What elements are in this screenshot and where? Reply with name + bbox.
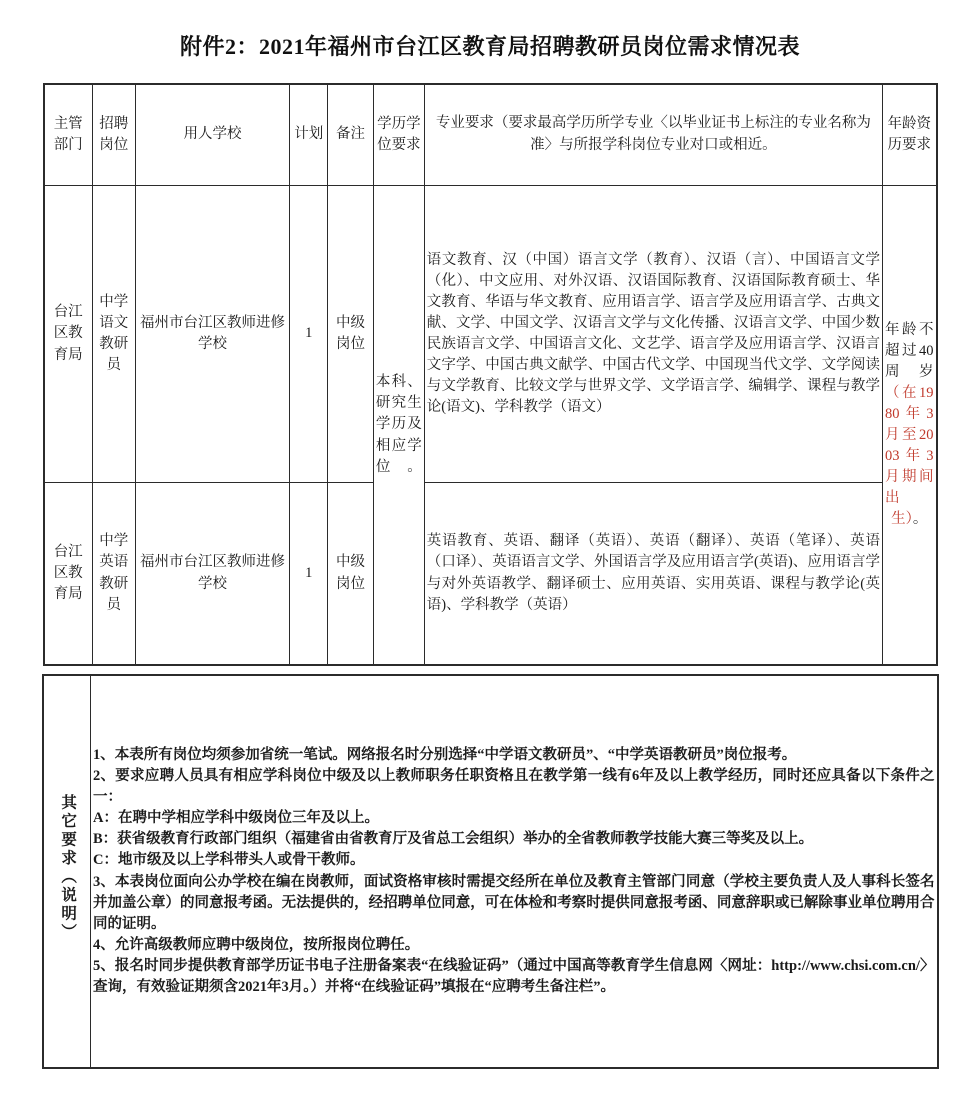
- cell-major: 英语教育、英语、翻译（英语）、英语（翻译）、英语（笔译）、英语（口译）、英语语言文学、外国语言学及应用语言学(英语)、应用语言学与对外英语教学、翻译硕士、应用英语、实用英语、课程与教学论(英语)、学科教学（英语）: [424, 483, 882, 666]
- note-item: A：在聘中学相应学科中级岗位三年及以上。: [93, 810, 379, 827]
- header-dept: 主管部门: [44, 84, 93, 186]
- cell-dept: 台江区教育局: [44, 483, 93, 666]
- note-item: C：地市级及以上学科带头人或骨干教师。: [93, 852, 365, 869]
- header-major: 专业要求（要求最高学历所学专业〈以毕业证书上标注的专业名称为准〉与所报学科岗位专业对口或相近。: [424, 84, 882, 186]
- age-highlight: （在1980年3月至2003年3月期间出生）: [885, 384, 934, 528]
- table-header-row: [44, 84, 937, 186]
- cell-plan: 1: [290, 483, 328, 666]
- cell-note: 中级岗位: [328, 483, 374, 666]
- cell-plan: 1: [290, 186, 328, 483]
- cell-school: 福州市台江区教师进修学校: [135, 483, 290, 666]
- note-item: 3、本表岗位面向公办学校在编在岗教师，面试资格审核时需提交经所在单位及教育主管部门同意（学校主要负责人及人事科长签名并加盖公章）的同意报考函。无法提供的，经招聘单位同意，可在体检和考察时提供同意报考函、同意辞职或已解除事业单位聘用合同的证明。: [93, 873, 935, 932]
- age-suffix: 。: [912, 511, 928, 528]
- cell-post: 中学语文教研员: [92, 186, 135, 483]
- header-post: 招聘岗位: [92, 84, 135, 186]
- cell-post: 中学英语教研员: [92, 483, 135, 666]
- note-item: 1、本表所有岗位均须参加省统一笔试。网络报名时分别选择“中学语文教研员”、“中学英语教研员”岗位报考。: [93, 747, 797, 764]
- header-education: 学历学位要求: [373, 84, 424, 186]
- age-prefix: 年龄不超过40周岁: [885, 321, 934, 380]
- note-item: 5、报名时同步提供教育部学历证书电子注册备案表“在线验证码”（通过中国高等教育学生信息网〈网址：http://www.chsi.com.cn/〉查询，有效验证期须含2021年3月。）并将“在线验证码”填报在“应聘考生备注栏”。: [93, 957, 935, 995]
- table-row: [44, 483, 937, 666]
- header-age: 年龄资历要求: [883, 84, 937, 186]
- cell-dept: 台江区教育局: [44, 186, 93, 483]
- header-note: 备注: [328, 84, 374, 186]
- other-requirements-table: [42, 674, 939, 1069]
- note-item: 2、要求应聘人员具有相应学科岗位中级及以上教师职务任职资格且在教学第一线有6年及以上教学经历，同时还应具备以下条件之一：: [93, 768, 935, 806]
- cell-note: 中级岗位: [328, 186, 374, 483]
- job-requirements-table: [43, 83, 938, 666]
- cell-major: 语文教育、汉（中国）语言文学（教育）、汉语（言）、中国语言文学（化）、中文应用、对外汉语、汉语国际教育、汉语国际教育硕士、华文教育、华语与华文教育、应用语言学、语言学及应用语言学、古典文献、文学、中国文学、汉语言文学与文化传播、汉语言文学、中国少数民族语言文学、中国语言文化、文艺学、语言学及应用语言学、汉语言文字学、中国古典文献学、中国古代文学、中国现当代文学、文学阅读与文学教育、比较文学与世界文学、文学语言学、编辑学、课程与教学论(语文)、学科教学（语文）: [424, 186, 882, 483]
- notes-row: [43, 675, 938, 1068]
- header-plan: 计划: [290, 84, 328, 186]
- page-title: 附件2：2021年福州市台江区教育局招聘教研员岗位需求情况表: [179, 34, 800, 59]
- cell-age-merged: [883, 186, 937, 666]
- note-item: B：获省级教育行政部门组织（福建省由省教育厅及省总工会组织）举办的全省教师教学技能大赛三等奖及以上。: [93, 831, 814, 848]
- notes-label: 其它要求（说明）: [59, 793, 77, 942]
- cell-education-merged: 本科、研究生学历及相应学位。: [373, 186, 424, 666]
- notes-body: [91, 675, 938, 1068]
- cell-school: 福州市台江区教师进修学校: [135, 186, 290, 483]
- notes-label-cell: [43, 675, 91, 1068]
- header-school: 用人学校: [135, 84, 290, 186]
- note-item: 4、允许高级教师应聘中级岗位，按所报岗位聘任。: [93, 936, 420, 953]
- table-row: [44, 186, 937, 483]
